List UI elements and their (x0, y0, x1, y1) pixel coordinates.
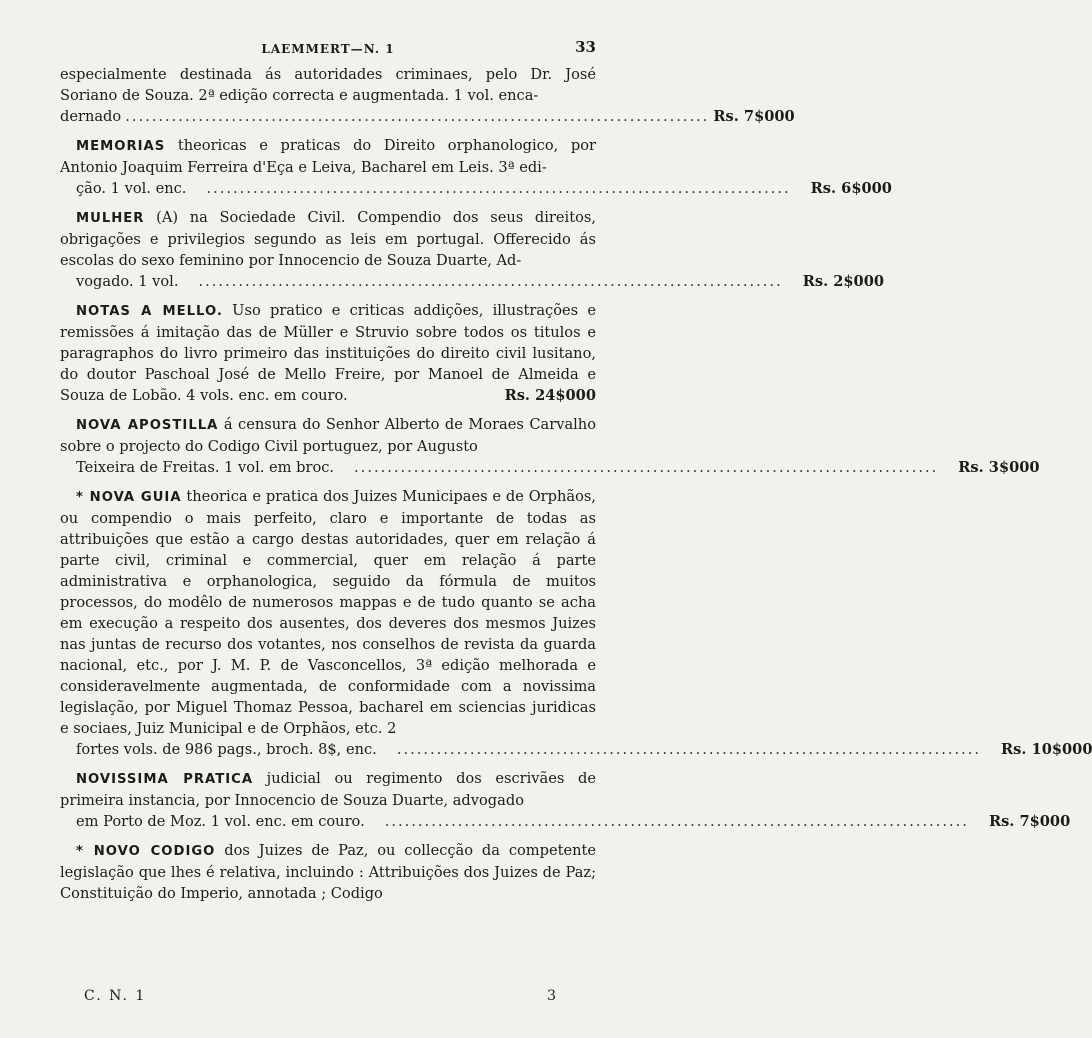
leader-dots: ........................................................................................ (384, 813, 969, 830)
price-line (60, 457, 1040, 478)
price-line (60, 811, 1071, 832)
entry-price: Rs. 7$000 (713, 108, 795, 125)
entry-price: Rs. 3$000 (958, 459, 1040, 476)
catalog-entry (60, 300, 596, 406)
entry-heading: MULHER (76, 211, 145, 226)
entry-body: á censura do Senhor Alberto de Moraes Carvalho sobre o projecto do Codigo Civil portuguez, por Augusto (60, 416, 596, 455)
entry-body: theoricas e praticas do Direito orphanologico, por Antonio Joaquim Ferreira d'Eça e Leiva, Bacharel em Leis. 3ª edi- (60, 137, 596, 176)
catalog-entry (60, 414, 1040, 478)
entry-price: Rs. 24$000 (504, 387, 596, 404)
entry-price: Rs. 7$000 (988, 813, 1071, 830)
catalog-entry (60, 768, 1071, 832)
entry-price: Rs. 2$000 (802, 273, 884, 290)
leader-dots: ........................................................................................ (396, 741, 982, 758)
entry-body: (A) na Sociedade Civil. Compendio dos seus direitos, obrigações e privilegios segundo as leis em portugal. Offerecido ás escolas do sexo feminino por Innocencio de Souza Duarte, Ad- (60, 209, 596, 269)
entry-body: judicial ou regimento dos escrivães de primeira instancia, por Innocencio de Souza Duarte, advogado (60, 770, 596, 809)
signature-number: 3 (547, 988, 556, 1004)
entry-heading: * NOVO CODIGO (76, 844, 216, 859)
entry-heading: NOVA APOSTILLA (76, 418, 219, 433)
entry-heading: * NOVA GUIA (76, 490, 182, 505)
entry-lead: dernado (60, 108, 122, 125)
entry-lead: Teixeira de Freitas. 1 vol. em broc. (76, 459, 335, 476)
entry-body: theorica e pratica dos Juizes Municipaes e de Orphãos, ou compendio o mais perfeito, claro e importante de todas as attribuições que estão a cargo destas autoridades, quer em relação á parte civil, criminal e commercial, quer em relação á parte administrativa e orphanologica, seguido da fórmula de muitos processos, do modêlo de numerosos mappas e de tudo quanto se acha em execução a respeito dos ausentes, dos deveres dos mesmos Juizes nas juntas de recurso dos votantes, nos conselhos de revista da guarda nacional, etc., por J. M. P. de Vasconcellos, 3ª edição melhorada e consideravelmente augmentada, de conformidade com a novissima legislação, por Miguel Thomaz Pessoa, bacharel em sciencias juridicas e sociaes, Juiz Municipal e de Orphãos, etc. 2 (60, 488, 596, 737)
catalog-entry (60, 64, 795, 127)
catalog-entry (60, 486, 1092, 760)
price-line (60, 739, 1092, 760)
signature-mark: C. N. 1 (84, 988, 147, 1004)
entry-heading: NOTAS A MELLO. (76, 304, 223, 319)
price-line (60, 106, 795, 127)
leader-dots: ........................................................................................ (206, 180, 791, 197)
entry-price: Rs. 10$000 (1001, 741, 1092, 758)
page-number: 33 (575, 38, 596, 56)
catalog-entry (60, 840, 596, 904)
entry-lead: vogado. 1 vol. (76, 273, 179, 290)
entry-body: especialmente destinada ás autoridades criminaes, pelo Dr. José Soriano de Souza. 2ª edição correcta e augmentada. 1 vol. enca- (60, 66, 596, 104)
leader-dots: ........................................................................................ (354, 459, 939, 476)
entry-body: Uso pratico e criticas addições, illustrações e remissões á imitação das de Müller e Struvio sobre todos os titulos e paragraphos do livro primeiro das instituições do direito civil lusitano, do doutor Paschoal José de Mello Freire, por Manoel de Almeida e Souza de Lobão. 4 vols. enc. em couro. (60, 302, 596, 404)
entry-lead: em Porto de Moz. 1 vol. enc. em couro. (76, 813, 365, 830)
entry-body: dos Juizes de Paz, ou collecção da competente legislação que lhes é relativa, incluindo : Attribuições dos Juizes de Paz; Constituição do Imperio, annotada ; Codigo (60, 842, 596, 902)
leader-dots: ........................................................................................ (125, 108, 710, 125)
price-line (60, 178, 892, 199)
leader-dots: ........................................................................................ (198, 273, 783, 290)
entry-lead: fortes vols. de 986 pags., broch. 8$, enc. (76, 741, 377, 758)
entry-price: Rs. 6$000 (810, 180, 892, 197)
running-head (60, 38, 596, 64)
running-head-title: LAEMMERT—N. 1 (261, 42, 395, 56)
price-line (60, 271, 884, 292)
catalog-entry (60, 135, 892, 199)
entry-heading: MEMORIAS (76, 139, 166, 154)
entry-lead: ção. 1 vol. enc. (76, 180, 187, 197)
entry-heading: NOVISSIMA PRATICA (76, 772, 254, 787)
catalog-entry (60, 207, 884, 292)
